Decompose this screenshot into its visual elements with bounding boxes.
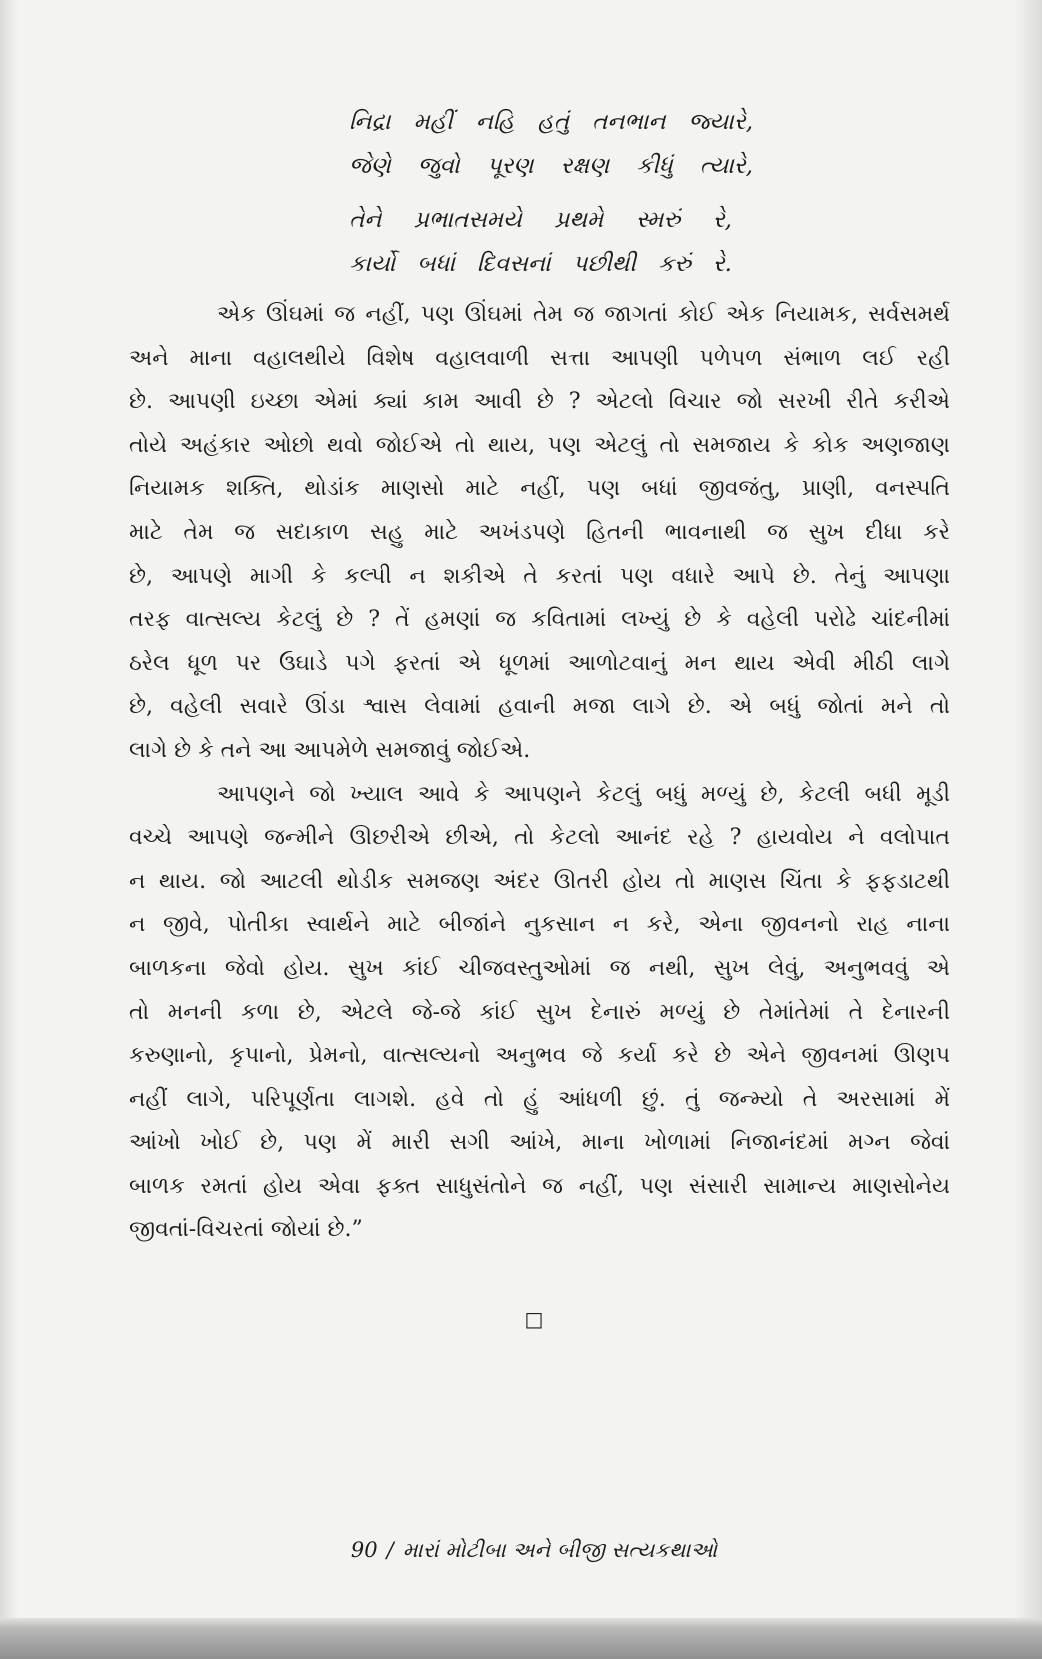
text-line: માટે તેમ જ સદાકાળ સહુ માટે અખંડપણે હિતની ભાવનાથી જ સુખ દીધા કરે: [129, 519, 950, 545]
text-line: તો મનની કળા છે, એટલે જે-જે કાંઈ સુખ દેનારું મળ્યું છે તેમાંતેમાં તે દેનારની: [129, 999, 950, 1025]
paragraph: [129, 293, 950, 773]
poem-stanza: [349, 100, 759, 286]
text-line: છે, વહેલી સવારે ઊંડા શ્વાસ લેવામાં હવાની મજા લાગે છે. એ બધું જોતાં મને તો: [129, 694, 950, 720]
text-line: છે, આપણે માગી કે કલ્પી ન શકીએ તે કરતાં પણ વધારે આપે છે. તેનું આપણા: [129, 563, 950, 589]
scanner-bed-strip: [0, 1618, 1042, 1659]
text-line: ન થાય. જો આટલી થોડીક સમજણ અંદર ઊતરી હોય તો માણસ ચિંતા કે ફફડાટથી: [129, 868, 950, 894]
text-line: બાળક રમતાં હોય એવા ફક્ત સાધુસંતોને જ નહીં, પણ સંસારી સામાન્ય માણસોનેય: [129, 1173, 950, 1199]
text-line: અને માના વહાલથીયે વિશેષ વહાલવાળી સત્તા આપણી પળેપળ સંભાળ લઈ રહી: [129, 345, 950, 371]
poem-line: કાર્યો બધાં દિવસનાં પછીથી કરું રે.: [349, 251, 732, 277]
text-line: આંખો ખોઈ છે, પણ મેં મારી સગી આંખે, માના ખોળામાં નિજાનંદમાં મગ્ન જેવાં: [129, 1130, 950, 1156]
page-number: 90: [350, 1538, 378, 1562]
text-line: છે. આપણી ઇચ્છા એમાં ક્યાં કામ આવી છે ? એટલો વિચાર જો સરખી રીતે કરીએ: [129, 389, 950, 415]
text-line: નહીં લાગે, પરિપૂર્ણતા લાગશે. હવે તો હું આંધળી છું. તું જન્મ્યો તે અરસામાં મેં: [129, 1086, 950, 1112]
book-title: મારાં મોટીબા અને બીજી સત્યકથાઓ: [402, 1538, 718, 1562]
paragraph: [129, 773, 950, 1253]
page-footer: [333, 1534, 735, 1566]
text-line: ઠરેલ ધૂળ પર ઉઘાડે પગે ફરતાં એ ધૂળમાં આળોટવાનું મન થાય એવી મીઠી લાગે: [129, 650, 950, 676]
text-line: નિયામક શક્તિ, થોડાંક માણસો માટે નહીં, પણ બધાં જીવજંતુ, પ્રાણી, વનસ્પતિ: [129, 476, 950, 502]
text-line: આપણને જો ખ્યાલ આવે કે આપણને કેટલું બધું મળ્યું છે, કેટલી બધી મૂડી: [217, 781, 950, 807]
poem-line: જેણે જુવો પૂરણ રક્ષણ કીધું ત્યારે,: [349, 153, 753, 179]
text-line: વચ્ચે આપણે જન્મીને ઊછરીએ છીએ, તો કેટલો આનંદ રહે ? હાયવોય ને વલોપાત: [129, 825, 950, 851]
text-line: કરુણાનો, કૃપાનો, પ્રેમનો, વાત્સલ્યનો અનુભવ જે કર્યા કરે છે એને જીવનમાં ઊણપ: [129, 1043, 950, 1069]
prose-body: [129, 293, 950, 1252]
poem-line: તેને પ્રભાતસમયે પ્રથમે સ્મરું રે,: [349, 207, 732, 233]
text-line: બાળકના જેવો હોય. સુખ કાંઈ ચીજવસ્તુઓમાં જ નથી, સુખ લેવું, અનુભવવું એ: [129, 955, 950, 981]
footer-separator: /: [386, 1538, 394, 1562]
poem-line: નિદ્રા મહીં નહિ હતું તનભાન જ્યારે,: [349, 109, 753, 135]
text-line: ન જીવે, પોતીકા સ્વાર્થને માટે બીજાંને નુકસાન ન કરે, એના જીવનનો રાહ નાના: [129, 912, 950, 938]
text-line: લાગે છે કે તને આ આપમેળે સમજાવું જોઈએ.: [129, 737, 531, 763]
text-line: જીવતાં-વિચરતાં જોયાં છે.”: [129, 1217, 363, 1243]
text-line: તરફ વાત્સલ્ય કેટલું છે ? તેં હમણાં જ કવિતામાં લખ્યું છે કે વહેલી પરોઢે ચાંદનીમાં: [129, 607, 950, 633]
text-line: તોયે અહંકાર ઓછો થવો જોઈએ તો થાય, પણ એટલું તો સમજાય કે કોક અણજાણ: [129, 432, 950, 458]
text-line: એક ઊંઘમાં જ નહીં, પણ ઊંઘમાં તેમ જ જાગતાં કોઈ એક નિયામક, સર્વસમર્થ: [217, 302, 950, 327]
section-end-square: □: [524, 1307, 544, 1331]
